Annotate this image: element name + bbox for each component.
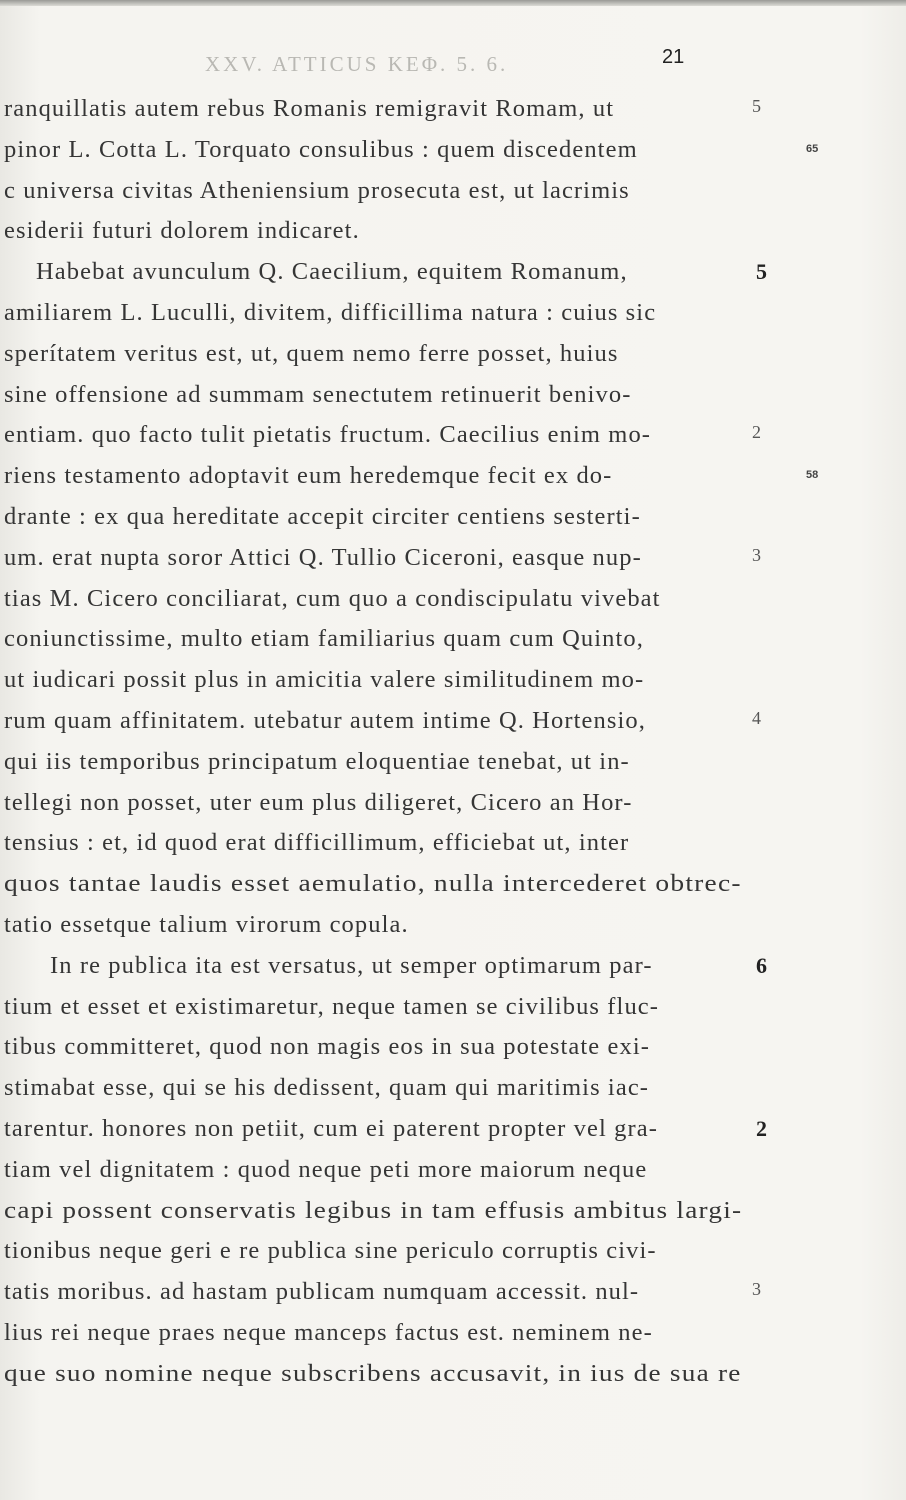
line-text: amiliarem L. Luculli, divitem, difficillima natura : cuius sic <box>4 298 657 326</box>
text-line <box>0 867 906 908</box>
text-line <box>0 949 906 990</box>
line-text: lius rei neque praes neque manceps factus est. neminem ne- <box>4 1318 653 1346</box>
margin-section-number: 2 <box>752 422 761 443</box>
outer-margin-reference: 65 <box>806 142 819 155</box>
margin-section-number: 3 <box>752 1279 761 1300</box>
line-text: capi possent conservatis legibus in tam effusis ambitus largi- <box>4 1196 743 1224</box>
text-line <box>0 296 906 337</box>
text-line <box>0 1357 906 1398</box>
text-line <box>0 1275 906 1316</box>
text-line <box>0 622 906 663</box>
running-head: XXV. ATTICUS ΚΕΦ. 5. 6. <box>205 52 509 76</box>
page-top-edge <box>0 0 906 6</box>
text-line <box>0 990 906 1031</box>
text-line <box>0 786 906 827</box>
line-text: In re publica ita est versatus, ut semper optimarum par- <box>50 951 653 979</box>
line-text: c universa civitas Atheniensium prosecuta est, ut lacrimis <box>4 176 630 204</box>
line-text: quos tantae laudis esset aemulatio, nulla intercederet obtrec- <box>4 870 742 898</box>
line-text: ranquillatis autem rebus Romanis remigravit Romam, ut <box>4 95 615 122</box>
outer-margin-reference: 58 <box>806 469 819 482</box>
text-line <box>0 1153 906 1194</box>
text-line <box>0 541 906 582</box>
text-line <box>0 378 906 419</box>
text-line <box>0 704 906 745</box>
line-text: Habebat avunculum Q. Caecilium, equitem Romanum, <box>36 258 628 286</box>
line-text: tibus committeret, quod non magis eos in sua potestate exi- <box>4 1033 650 1061</box>
line-text: tiam vel dignitatem : quod neque peti more maiorum neque <box>4 1155 648 1183</box>
text-line <box>0 1234 906 1275</box>
text-line <box>0 1030 906 1071</box>
line-text: um. erat nupta soror Attici Q. Tullio Ciceroni, easque nup- <box>4 543 642 571</box>
text-line <box>0 663 906 704</box>
text-line <box>0 500 906 541</box>
text-line <box>0 459 906 500</box>
line-text: tellegi non posset, uter eum plus diligeret, Cicero an Hor- <box>4 788 633 816</box>
text-line <box>0 908 906 949</box>
line-text: sperítatem veritus est, ut, quem nemo ferre posset, huius <box>4 339 619 367</box>
line-text: tarentur. honores non petiit, cum ei paterent propter vel gra- <box>4 1114 658 1142</box>
line-text: pinor L. Cotta L. Torquato consulibus : quem discedentem <box>4 135 638 163</box>
margin-section-number: 4 <box>752 707 761 728</box>
line-text: riens testamento adoptavit eum heredemque fecit ex do- <box>4 462 613 490</box>
text-line <box>0 214 906 255</box>
line-text: coniunctissime, multo etiam familiarius quam cum Quinto, <box>4 625 644 653</box>
text-line <box>0 133 906 174</box>
line-text: drante : ex qua hereditate accepit circiter centiens sesterti- <box>4 502 641 530</box>
text-line <box>0 255 906 296</box>
line-text: tensius : et, id quod erat difficillimum, efficiebat ut, inter <box>4 829 630 857</box>
line-text: esiderii futuri dolorem indicaret. <box>4 217 360 245</box>
text-line <box>0 1112 906 1153</box>
text-line <box>0 1194 906 1235</box>
line-text: rum quam affinitatem. utebatur autem intime Q. Hortensio, <box>4 706 646 734</box>
line-text: que suo nomine neque subscribens accusavit, in ius de sua re <box>4 1359 742 1387</box>
line-text: qui iis temporibus principatum eloquentiae tenebat, ut in- <box>4 747 630 775</box>
text-line <box>0 337 906 378</box>
text-line <box>0 92 906 133</box>
margin-section-number: 2 <box>756 1115 767 1141</box>
text-line <box>0 1316 906 1357</box>
line-text: tionibus neque geri e re publica sine periculo corruptis civi- <box>4 1237 657 1265</box>
text-line <box>0 174 906 215</box>
line-text: entiam. quo facto tulit pietatis fructum. Caecilius enim mo- <box>4 421 652 449</box>
text-line <box>0 745 906 786</box>
text-line <box>0 418 906 459</box>
margin-section-number: 5 <box>752 96 761 116</box>
line-text: tium et esset et existimaretur, neque tamen se civilibus fluc- <box>4 992 660 1020</box>
margin-section-number: 5 <box>756 259 767 285</box>
line-text: tias M. Cicero conciliarat, cum quo a condiscipulatu vivebat <box>4 584 661 612</box>
page-number: 21 <box>662 46 685 68</box>
line-text: ut iudicari possit plus in amicitia valere similitudinem mo- <box>4 666 645 694</box>
line-text: sine offensione ad summam senectutem retinuerit benivo- <box>4 380 632 408</box>
text-line <box>0 582 906 623</box>
text-block <box>0 92 906 1398</box>
margin-section-number: 6 <box>756 952 767 978</box>
margin-section-number: 3 <box>752 544 761 565</box>
line-text: tatis moribus. ad hastam publicam numquam accessit. nul- <box>4 1278 640 1306</box>
text-line <box>0 826 906 867</box>
text-line <box>0 1071 906 1112</box>
line-text: tatio essetque talium virorum copula. <box>4 910 409 938</box>
line-text: stimabat esse, qui se his dedissent, quam qui maritimis iac- <box>4 1074 650 1102</box>
